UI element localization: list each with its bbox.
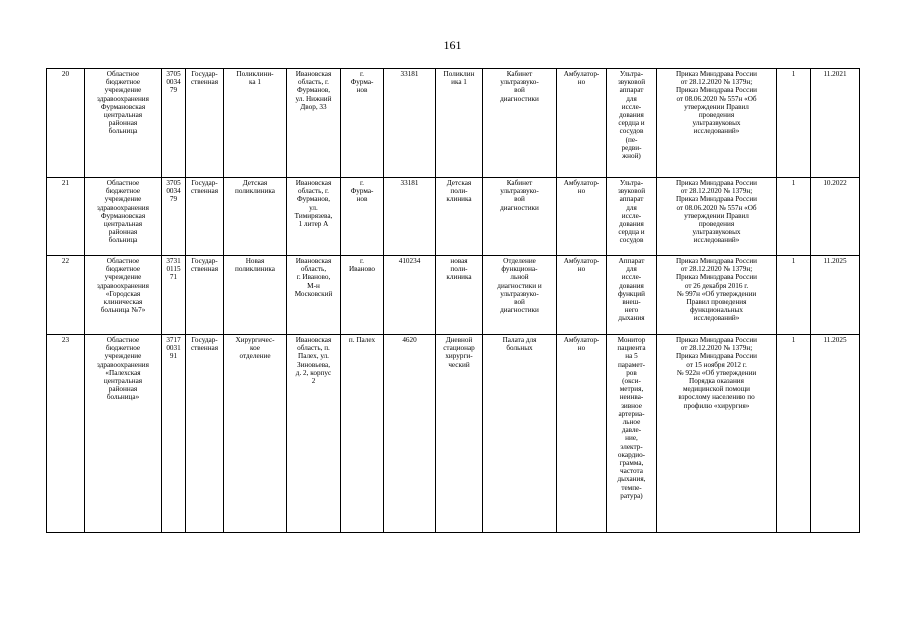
oktmo-cell: 4620 [384,335,436,533]
address-cell: Ивановская область, п. Палех, ул. Зиновьева, д. 2, корпус 2 [287,335,341,533]
room-cell: Палата для больных [483,335,557,533]
order-cell: Приказ Минздрава России от 28.12.2020 № 1379н; Приказ Минздрава России от 08.06.2020 № 557н «Об утверждении Правил проведения ультразвуковых исследований» [657,178,777,256]
ownership-cell: Государ- ственная [186,69,224,178]
date-cell: 11.2025 [811,335,860,533]
division-cell: Поликлин ика 1 [436,69,483,178]
organization-cell: Областное бюджетное учреждение здравоохранения «Палехская центральная районная больница» [85,335,162,533]
organization-cell: Областное бюджетное учреждение здравоохранения «Городская клиническая больница №7» [85,256,162,335]
locality-cell: п. Палех [341,335,384,533]
oktmo-cell: 33181 [384,69,436,178]
room-cell: Кабинет ультразвуко- вой диагностики [483,69,557,178]
unit-cell: Хирургичес- кое отделение [224,335,287,533]
division-cell: Детская поли- клиника [436,178,483,256]
care-type-cell: Амбулатор- но [557,335,607,533]
order-cell: Приказ Минздрава России от 28.12.2020 № 1379н; Приказ Минздрава России от 08.06.2020 № 557н «Об утверждении Правил проведения ультразвуковых исследований» [657,69,777,178]
ownership-cell: Государ- ственная [186,256,224,335]
care-type-cell: Амбулатор- но [557,178,607,256]
date-cell: 10.2022 [811,178,860,256]
unit-cell: Детская поликлиника [224,178,287,256]
room-cell: Кабинет ультразвуко- вой диагностики [483,178,557,256]
organization-cell: Областное бюджетное учреждение здравоохранения Фурмановская центральная районная больница [85,178,162,256]
quantity-cell: 1 [777,178,811,256]
code-cell: 3717 0031 91 [162,335,186,533]
order-cell: Приказ Минздрава России от 28.12.2020 № 1379н; Приказ Минздрава России от 26 декабря 2016 г. № 997н «Об утверждении Правил проведения функциональных исследований» [657,256,777,335]
table-row [47,178,860,256]
organization-cell: Областное бюджетное учреждение здравоохранения Фурмановская центральная районная больница [85,69,162,178]
ownership-cell: Государ- ственная [186,178,224,256]
address-cell: Ивановская область, г. Фурманов, ул. Тимирязева, 1 литер А [287,178,341,256]
equipment-cell: Монитор пациента на 5 парамет- ров (окси- метрия, неинва- зивное артериа- льное давле- ние, электр- окардио- грамма, частота дыхания, темпе- ратура) [607,335,657,533]
quantity-cell: 1 [777,69,811,178]
ownership-cell: Государ- ственная [186,335,224,533]
equipment-cell: Ультра- звуковой аппарат для иссле- дования сердца и сосудов (пе- редви- жной) [607,69,657,178]
code-cell: 3705 0034 79 [162,69,186,178]
unit-cell: Новая поликлиника [224,256,287,335]
code-cell: 3731 0115 71 [162,256,186,335]
page-number: 161 [443,38,462,52]
code-cell: 3705 0034 79 [162,178,186,256]
order-cell: Приказ Минздрава России от 28.12.2020 № 1379н; Приказ Минздрава России от 15 ноября 2012 г. № 922н «Об утверждении Порядка оказания медицинской помощи взрослому населению по профилю «хирургия» [657,335,777,533]
quantity-cell: 1 [777,335,811,533]
row-number: 21 [47,178,85,256]
row-number: 23 [47,335,85,533]
room-cell: Отделение функциона- льной диагностики и ультразвуко- вой диагностики [483,256,557,335]
equipment-cell: Ультра- звуковой аппарат для иссле- дования сердца и сосудов [607,178,657,256]
division-cell: Дневной стационар хирурги- ческий [436,335,483,533]
row-number: 22 [47,256,85,335]
date-cell: 11.2025 [811,256,860,335]
locality-cell: г. Фурма- нов [341,178,384,256]
equipment-cell: Аппарат для иссле- дования функций внеш- него дыхания [607,256,657,335]
care-type-cell: Амбулатор- но [557,256,607,335]
quantity-cell: 1 [777,256,811,335]
table-row [47,256,860,335]
table-row [47,69,860,178]
care-type-cell: Амбулатор- но [557,69,607,178]
address-cell: Ивановская область, г. Иваново, М-н Московский [287,256,341,335]
equipment-table [46,68,860,533]
oktmo-cell: 33181 [384,178,436,256]
division-cell: новая поли- клиника [436,256,483,335]
table-row [47,335,860,533]
address-cell: Ивановская область, г. Фурманов, ул. Нижний Двор, 33 [287,69,341,178]
unit-cell: Поликлини- ка 1 [224,69,287,178]
locality-cell: г. Иваново [341,256,384,335]
row-number: 20 [47,69,85,178]
oktmo-cell: 410234 [384,256,436,335]
date-cell: 11.2021 [811,69,860,178]
locality-cell: г. Фурма- нов [341,69,384,178]
